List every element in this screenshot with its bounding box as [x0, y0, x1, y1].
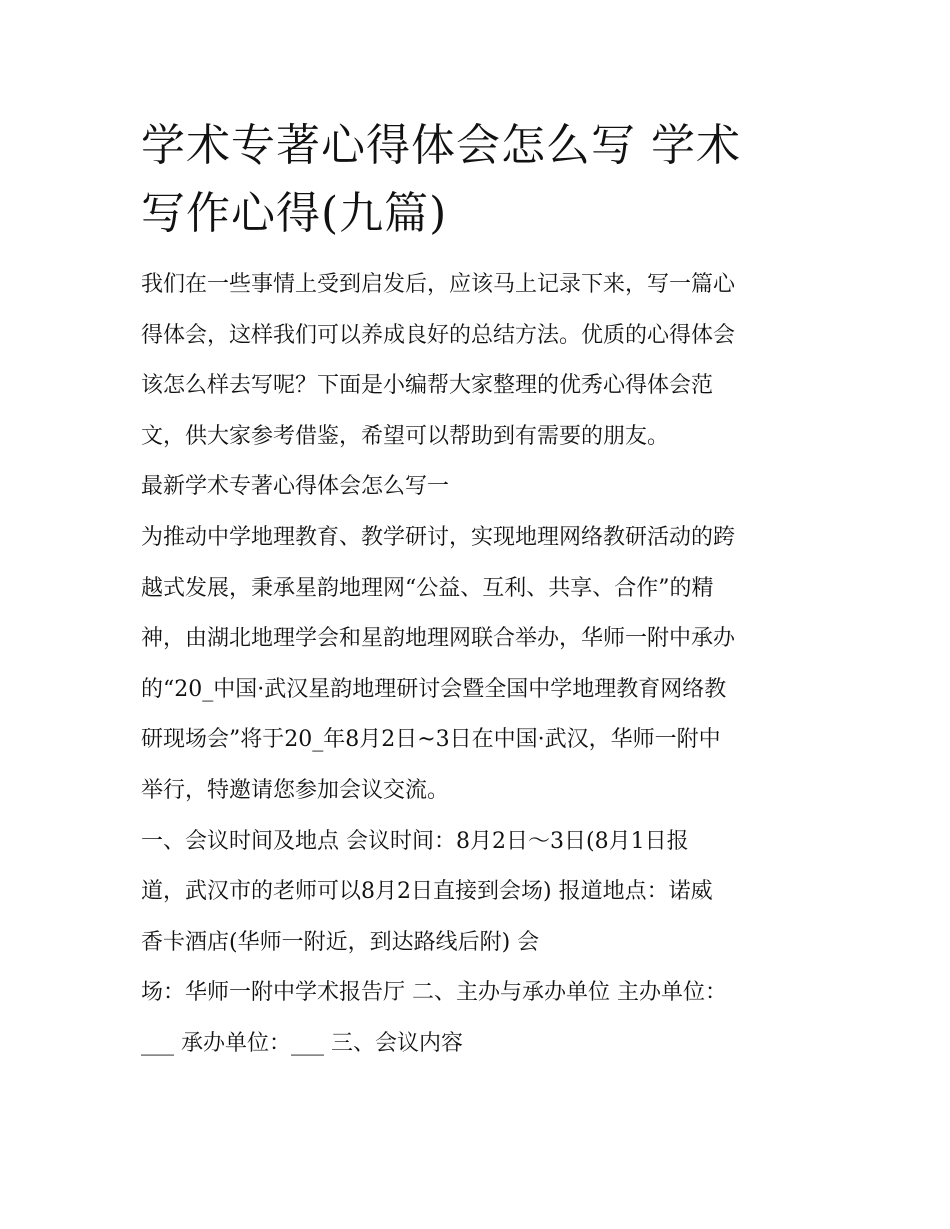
body-line: 该怎么样去写呢？下面是小编帮大家整理的优秀心得体会范 [141, 373, 714, 399]
body-line: 举行，特邀请您参加会议交流。 [141, 777, 450, 803]
document-body [141, 260, 813, 1070]
body-line: 研现场会”将于20_年8月2日~3日在中国·武汉，华师一附中 [141, 727, 721, 753]
body-line: ___ 承办单位：___ 三、会议内容 [141, 1030, 463, 1056]
body-line: 道，武汉市的老师可以8月2日直接到会场) 报道地点：诺威 [141, 879, 713, 905]
title-line-1: 学术专著心得体会怎么写 学术 [141, 120, 741, 171]
body-line: 神，由湖北地理学会和星韵地理网联合举办，华师一附中承办 [141, 626, 736, 652]
body-line: 的“20_中国·武汉星韵地理研讨会暨全国中学地理教育网络教 [141, 676, 727, 702]
body-line: 我们在一些事情上受到启发后，应该马上记录下来，写一篇心 [141, 272, 736, 297]
body-line: 场：华师一附中学术报告厅 二、主办与承办单位 主办单位： [141, 980, 727, 1006]
body-line: 文，供大家参考借鉴，希望可以帮助到有需要的朋友。 [141, 423, 670, 449]
body-line: 为推动中学地理教育、教学研讨，实现地理网络教研活动的跨 [141, 524, 736, 550]
body-line: 一、会议时间及地点 会议时间：8月2日～3日(8月1日报 [141, 828, 689, 854]
body-line: 越式发展，秉承星韵地理网“公益、互利、共享、合作”的精 [141, 575, 714, 601]
title-line-2: 写作心得(九篇) [141, 188, 448, 239]
section-heading: 最新学术专著心得体会怎么写一 [141, 474, 450, 500]
body-line: 香卡酒店(华师一附近，到达路线后附) 会 [141, 929, 540, 955]
document-page [141, 112, 813, 1070]
document-title [141, 112, 813, 248]
body-line: 得体会，这样我们可以养成良好的总结方法。优质的心得体会 [141, 322, 736, 348]
